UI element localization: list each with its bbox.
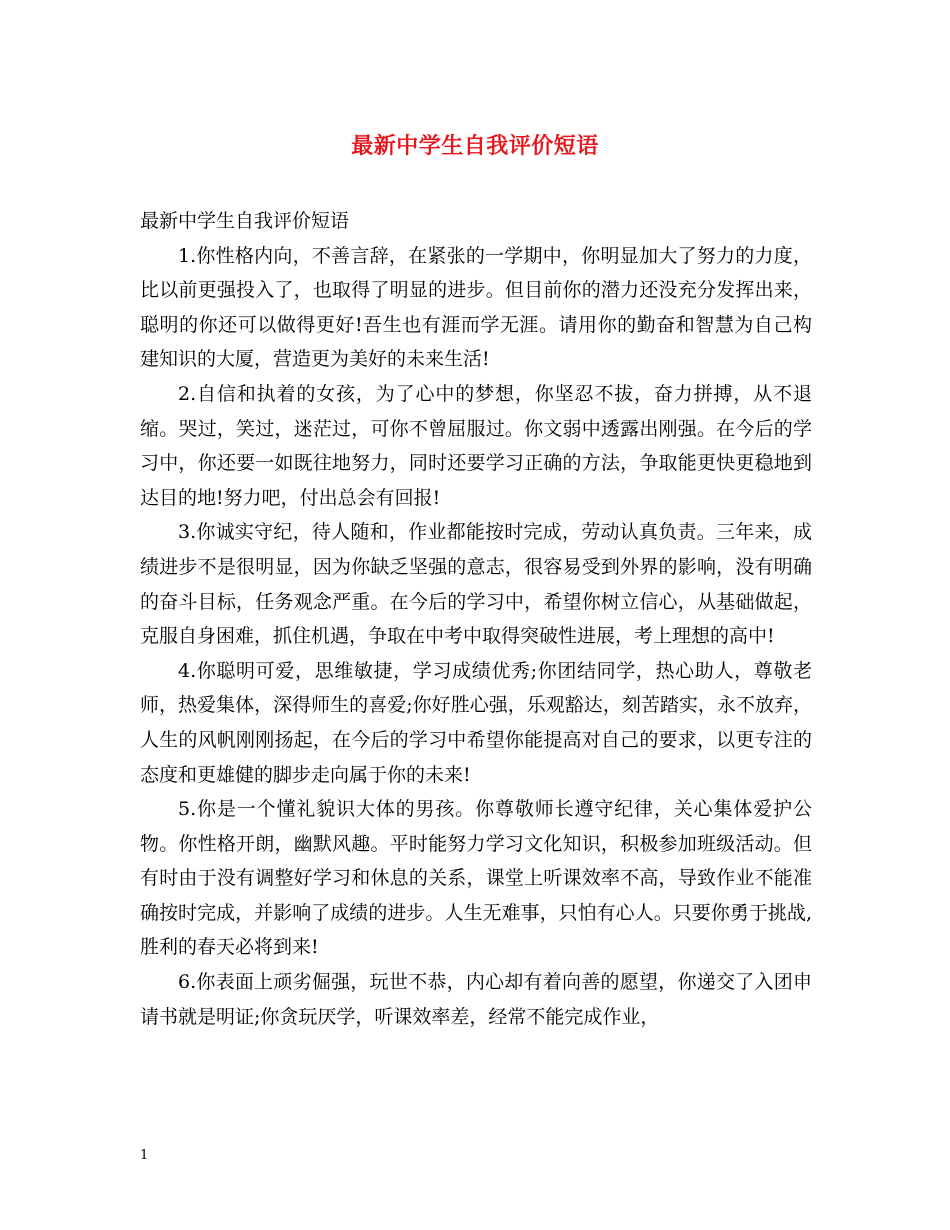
document-body <box>140 204 812 1034</box>
paragraph-6: 6.你表面上顽劣倔强，玩世不恭，内心却有着向善的愿望，你递交了入团申请书就是明证;你贪玩厌学，听课效率差，经常不能完成作业， <box>140 971 812 1028</box>
document-subtitle: 最新中学生自我评价短语 <box>140 210 350 232</box>
document-title: 最新中学生自我评价短语 <box>351 134 599 159</box>
paragraph-4: 4.你聪明可爱，思维敏捷，学习成绩优秀;你团结同学，热心助人，尊敬老师，热爱集体，深得师生的喜爱;你好胜心强，乐观豁达，刻苦踏实，永不放弃，人生的风帆刚刚扬起，在今后的学习中希望你能提高对自己的要求，以更专注的态度和更雄健的脚步走向属于你的未来! <box>140 659 812 786</box>
paragraph-3: 3.你诚实守纪，待人随和，作业都能按时完成，劳动认真负责。三年来，成绩进步不是很明显，因为你缺乏坚强的意志，很容易受到外界的影响，没有明确的奋斗目标，任务观念严重。在今后的学习中，希望你树立信心，从基础做起，克服自身困难，抓住机遇，争取在中考中取得突破性进展，考上理想的高中! <box>140 521 812 648</box>
paragraph-1: 1.你性格内向，不善言辞，在紧张的一学期中，你明显加大了努力的力度，比以前更强投入了，也取得了明显的进步。但目前你的潜力还没充分发挥出来，聪明的你还可以做得更好!吾生也有涯而学无涯。请用你的勤奋和智慧为自己构建知识的大厦，营造更为美好的未来生活! <box>140 244 812 371</box>
page-number: 1 <box>140 1148 149 1163</box>
paragraph-2: 2.自信和执着的女孩，为了心中的梦想，你坚忍不拔，奋力拼搏，从不退缩。哭过，笑过，迷茫过，可你不曾屈服过。你文弱中透露出刚强。在今后的学习中，你还要一如既往地努力，同时还要学习正确的方法，争取能更快更稳地到达目的地!努力吧，付出总会有回报! <box>140 382 812 509</box>
paragraph-5: 5.你是一个懂礼貌识大体的男孩。你尊敬师长遵守纪律，关心集体爱护公物。你性格开朗，幽默风趣。平时能努力学习文化知识，积极参加班级活动。但有时由于没有调整好学习和休息的关系，课堂上听课效率不高，导致作业不能准确按时完成，并影响了成绩的进步。人生无难事，只怕有心人。只要你勇于挑战,胜利的春天必将到来! <box>140 798 812 959</box>
